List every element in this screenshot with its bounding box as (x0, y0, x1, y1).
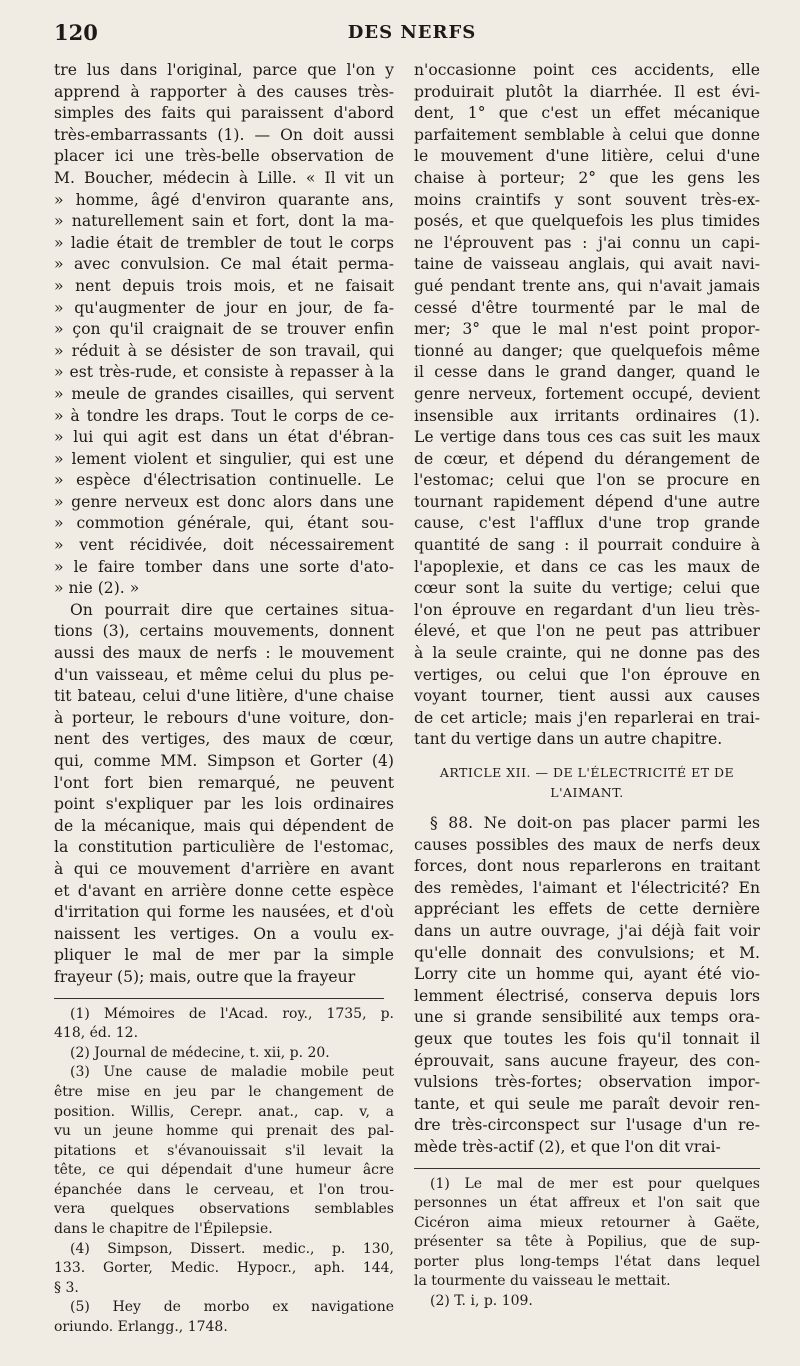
footnote-divider (414, 1168, 760, 1169)
footnote-line: (1) Le mal de mer est pour quelques (430, 1175, 760, 1192)
article-heading-line-1: ARTICLE XII. — DE L'ÉLECTRICITÉ ET DE (439, 765, 735, 780)
text-line: il cesse dans le grand danger, quand le (414, 363, 760, 382)
text-line: tournant rapidement dépend d'une autre (414, 492, 760, 511)
text-line: gué pendant trente ans, qui n'avait jamais (414, 276, 760, 295)
text-line: » vent récidivée, doit nécessairement (54, 536, 394, 555)
text-line: » à tondre les draps. Tout le corps de ce- (54, 406, 394, 425)
text-line: » avec convulsion. Ce mal était perma- (54, 255, 394, 274)
footnote-line: être mise en jeu par le changement de (54, 1083, 394, 1100)
text-line: le mouvement d'une litière, celui d'une (414, 147, 760, 166)
text-line: » qu'augmenter de jour en jour, de fa- (54, 298, 394, 317)
text-line: » çon qu'il craignait de se trouver enfin (54, 320, 394, 339)
text-line: appréciant les effets de cette dernière (414, 900, 760, 919)
text-line: d'irritation qui forme les nausées, et d'où (54, 903, 394, 922)
text-line: placer ici une très-belle observation de (54, 147, 394, 166)
text-line: » meule de grandes cisailles, qui servent (54, 384, 394, 403)
left-column (54, 60, 394, 1338)
text-line: quantité de sang : il pourrait conduire à (414, 536, 760, 555)
footnote (54, 1005, 394, 1044)
text-line: » est très-rude, et consiste à repasser à la (54, 363, 394, 382)
text-line: » réduit à se désister de son travail, qui (54, 341, 394, 360)
footnote-line: (3) Une cause de maladie mobile peut (70, 1064, 394, 1081)
text-line: » naturellement sain et fort, dont la ma- (54, 212, 394, 231)
text-line: forces, dont nous reparlerons en traitant (414, 857, 760, 876)
footnote-line: Cicéron aima mieux retourner à Gaëte, (414, 1214, 760, 1231)
running-head (54, 20, 770, 50)
text-line: très-embarrassants (1). — On doit aussi (54, 125, 394, 144)
left-paragraph-1 (54, 60, 394, 600)
text-line: tant du vertige dans un autre chapitre. (414, 730, 723, 749)
text-line: lemment électrisé, conserva depuis lors (414, 986, 760, 1005)
text-line: nent des vertiges, des maux de cœur, (54, 730, 394, 749)
text-line: élevé, et que l'on ne peut pas attribuer (414, 622, 760, 641)
text-line: » genre nerveux est donc alors dans une (54, 492, 394, 511)
footnote (414, 1175, 760, 1293)
footnote-line: tête, ce qui dépendait d'une humeur âcre (54, 1162, 394, 1179)
text-line: l'estomac; celui que l'on se procure en (414, 471, 760, 490)
text-line: aussi des maux de nerfs : le mouvement (54, 644, 394, 663)
text-line: insensible aux irritants ordinaires (1). (414, 406, 760, 425)
text-line: éprouvait, sans aucune frayeur, des con- (414, 1051, 760, 1070)
footnote (54, 1044, 394, 1064)
text-line: vertiges, ou celui que l'on éprouve en (414, 665, 760, 684)
text-line: ne l'éprouvent pas : j'ai connu un capi- (414, 233, 760, 252)
text-line: l'ont fort bien remarqué, ne peuvent (54, 773, 394, 792)
text-line: la constitution particulière de l'estomac, (54, 838, 394, 857)
footnote-line: (2) T. i, p. 109. (430, 1293, 533, 1310)
text-line: M. Boucher, médecin à Lille. « Il vit un (54, 168, 394, 187)
footnote-line: § 3. (54, 1279, 79, 1296)
text-line: dre très-circonspect sur l'usage d'un re- (414, 1116, 760, 1135)
text-line: naissent les vertiges. On a voulu ex- (54, 924, 394, 943)
text-line: et d'avant en arrière donne cette espèce (54, 881, 394, 900)
footnote-line: 418, éd. 12. (54, 1025, 139, 1042)
text-line: § 88. Ne doit-on pas placer parmi les (430, 814, 760, 832)
footnote-line: pitations et s'évanouissait s'il levait la (54, 1142, 394, 1159)
text-line: tante, et qui seule me paraît devoir ren- (414, 1094, 760, 1113)
text-line: de la mécanique, mais qui dépendent de (54, 816, 394, 835)
text-line: produirait plutôt la diarrhée. Il est évi- (414, 82, 760, 101)
footnote (54, 1063, 394, 1239)
left-paragraph-2 (54, 600, 394, 989)
text-line: cœur sont la suite du vertige; celui que (414, 579, 760, 598)
page-number: 120 (54, 20, 98, 45)
footnote-line: la tourmente du vaisseau le mettait. (414, 1273, 671, 1290)
text-line: » ladie était de trembler de tout le corps (54, 233, 394, 252)
text-line: de cœur, et dépend du dérangement de (414, 449, 760, 468)
text-line: Le vertige dans tous ces cas suit les maux (414, 428, 760, 447)
text-line: » espèce d'électrisation continuelle. Le (54, 471, 394, 490)
text-line: parfaitement semblable à celui que donne (414, 125, 760, 144)
footnote (414, 1292, 760, 1312)
text-line: apprend à rapporter à des causes très- (54, 82, 394, 101)
footnote-line: position. Willis, Cerepr. anat., cap. v, a (54, 1103, 394, 1120)
text-line: l'apoplexie, et dans ce cas les maux de (414, 557, 760, 576)
text-line: » lement violent et singulier, qui est une (54, 449, 394, 468)
footnote-line: porter plus long-temps l'état dans lequel (414, 1253, 760, 1270)
text-line: Lorry cite un homme qui, ayant été vio- (414, 965, 760, 984)
text-line: tit bateau, celui d'une litière, d'une chaise (54, 687, 394, 706)
text-line: dent, 1° que c'est un effet mécanique (414, 104, 760, 123)
footnote-divider (54, 998, 384, 999)
text-line: à qui ce mouvement d'arrière en avant (54, 859, 394, 878)
text-line: tionné au danger; que quelquefois même (414, 341, 760, 360)
text-line: » nent depuis trois mois, et ne faisait (54, 276, 394, 295)
text-line: voyant tourner, tient aussi aux causes (414, 687, 760, 706)
text-line: tions (3), certains mouvements, donnent (54, 622, 394, 641)
article-heading-line-2: L'AIMANT. (550, 785, 624, 800)
text-line: frayeur (5); mais, outre que la frayeur (54, 967, 356, 986)
text-line: dans un autre ouvrage, j'ai déjà fait voir (414, 921, 760, 940)
text-line: taine de vaisseau anglais, qui avait navi- (414, 255, 760, 274)
footnote-line: vu un jeune homme qui prenait des pal- (54, 1123, 394, 1140)
text-line: » lui qui agit est dans un état d'ébran- (54, 428, 394, 447)
text-line: » homme, âgé d'environ quarante ans, (54, 190, 394, 209)
text-line: tre lus dans l'original, parce que l'on y (54, 61, 394, 79)
text-line: de cet article; mais j'en reparlerai en trai- (414, 708, 760, 727)
left-footnotes (54, 1005, 394, 1338)
text-line: à la seule crainte, qui ne donne pas des (414, 644, 760, 663)
footnote-line: personnes un état affreux et l'on sait que (414, 1195, 760, 1212)
text-line: point s'expliquer par les lois ordinaires (54, 795, 394, 814)
footnote-line: dans le chapitre de l'Épilepsie. (54, 1221, 273, 1238)
running-title: DES NERFS (347, 22, 477, 43)
footnote-line: (5) Hey de morbo ex navigatione (70, 1299, 394, 1316)
text-line: une si grande sensibilité aux temps ora- (414, 1008, 760, 1027)
footnote (54, 1298, 394, 1337)
right-paragraph-1 (414, 60, 760, 751)
text-line: pliquer le mal de mer par la simple (54, 946, 394, 965)
text-line: » le faire tomber dans une sorte d'ato- (54, 557, 394, 576)
text-line: l'on éprouve en regardant d'un lieu très- (414, 600, 760, 619)
text-line: » commotion générale, qui, étant sou- (54, 514, 394, 533)
footnote-line: (4) Simpson, Dissert. medic., p. 130, (70, 1240, 394, 1257)
text-line: à porteur, le rebours d'une voiture, don- (54, 708, 394, 727)
text-line: mer; 3° que le mal n'est point propor- (414, 320, 760, 339)
text-line: mède très-actif (2), et que l'on dit vrai- (414, 1137, 721, 1156)
text-line: vulsions très-fortes; observation impor- (414, 1073, 760, 1092)
text-line: qu'elle donnait des convulsions; et M. (414, 943, 760, 962)
footnote-line: oriundo. Erlangg., 1748. (54, 1319, 228, 1336)
text-line: On pourrait dire que certaines situa- (70, 600, 394, 619)
text-line: cessé d'être tourmenté par le mal de (414, 298, 760, 317)
text-line: qui, comme MM. Simpson et Gorter (4) (54, 752, 394, 770)
text-line: des remèdes, l'aimant et l'électricité? En (414, 878, 760, 897)
article-heading (414, 763, 760, 803)
text-line: simples des faits qui paraissent d'abord (54, 104, 394, 123)
text-line: chaise à porteur; 2° que les gens les (414, 168, 760, 187)
text-line: genre nerveux, fortement occupé, devient (414, 384, 760, 403)
footnote-line: 133. Gorter, Medic. Hypocr., aph. 144, (54, 1260, 394, 1277)
footnote-line: (1) Mémoires de l'Acad. roy., 1735, p. (70, 1005, 394, 1022)
text-line: geux que toutes les fois qu'il tonnait il (414, 1029, 760, 1048)
text-line: cause, c'est l'afflux d'une trop grande (414, 514, 760, 533)
text-line: moins craintifs y sont souvent très-ex- (414, 190, 760, 209)
right-footnotes (414, 1175, 760, 1312)
footnote-line: vera quelques observations semblables (54, 1201, 394, 1218)
right-paragraph-2 (414, 813, 760, 1159)
text-line: posés, et que quelquefois les plus timides (414, 212, 760, 231)
footnote-line: présenter sa tête à Popilius, que de sup- (414, 1234, 760, 1251)
footnote-line: (2) Journal de médecine, t. xii, p. 20. (70, 1044, 330, 1061)
right-column (414, 60, 760, 1312)
text-line: d'un vaisseau, et même celui du plus pe- (54, 665, 394, 684)
text-line: » nie (2). » (54, 579, 140, 598)
text-line: causes possibles des maux de nerfs deux (414, 835, 760, 854)
footnote (54, 1240, 394, 1299)
text-line: n'occasionne point ces accidents, elle (414, 61, 760, 79)
footnote-line: épanchée dans le cerveau, et l'on trou- (54, 1181, 394, 1198)
